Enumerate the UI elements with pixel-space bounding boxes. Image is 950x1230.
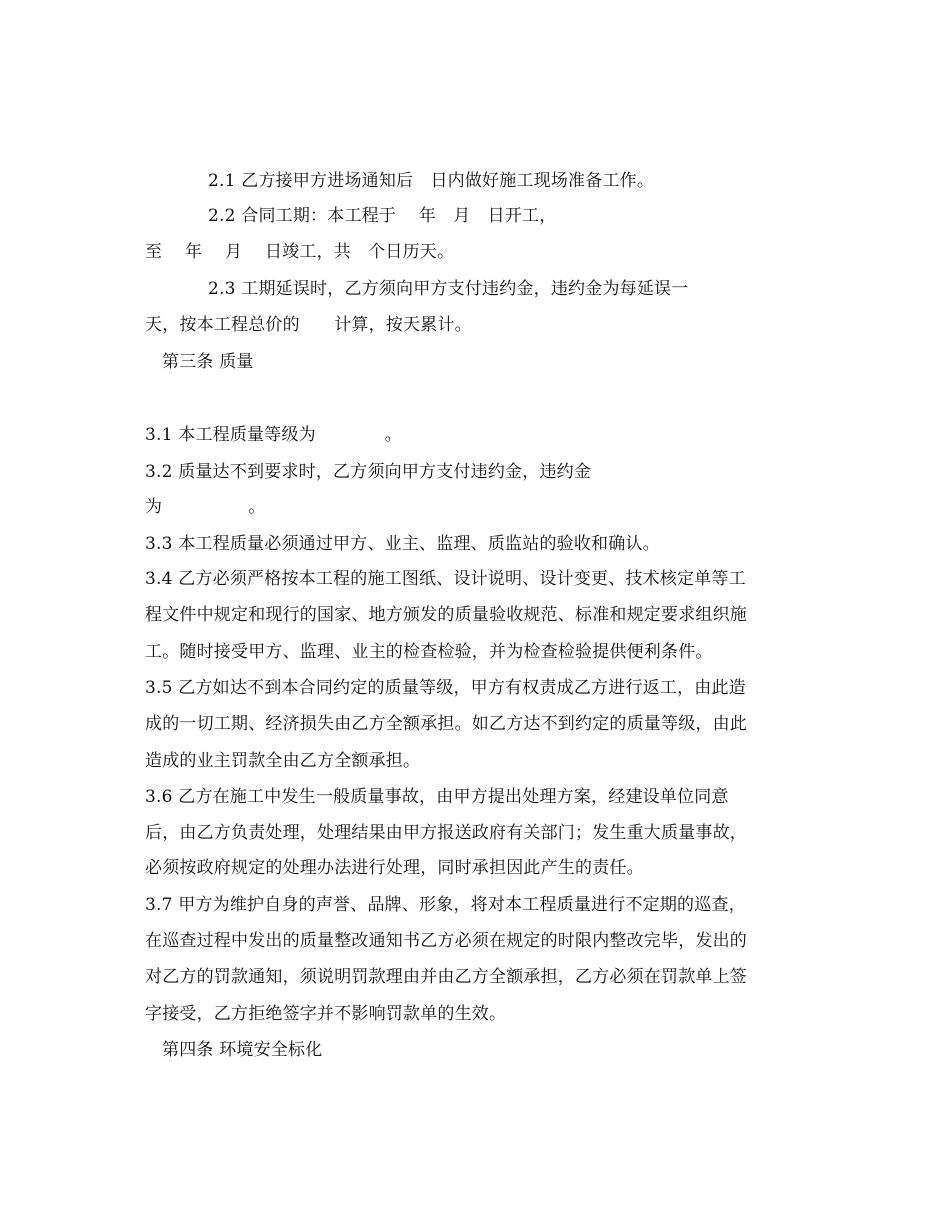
- clause-3-2-line-2: 为 。: [145, 497, 266, 517]
- clause-2-3-line-2: 天，按本工程总价的 计算，按天累计。: [145, 315, 472, 335]
- clause-3-7-line-4: 字接受，乙方拒绝签字并不影响罚款单的生效。: [145, 1004, 507, 1024]
- clause-3-7-line-3: 对乙方的罚款通知，须说明罚款理由并由乙方全额承担，乙方必须在罚款单上签: [145, 967, 747, 987]
- clause-3-7-line-2: 在巡查过程中发出的质量整改通知书乙方必须在规定的时限内整改完毕，发出的: [145, 931, 747, 951]
- clause-3-6-line-1: 3.6 乙方在施工中发生一般质量事故，由甲方提出处理方案，经建设单位同意: [145, 787, 729, 807]
- clause-3-5-line-1: 3.5 乙方如达不到本合同约定的质量等级，甲方有权责成乙方进行返工，由此造: [145, 678, 746, 698]
- clause-2-2-line-1: 2.2 合同工期：本工程于 年 月 日开工，: [208, 206, 557, 226]
- clause-3-1: 3.1 本工程质量等级为 。: [145, 425, 402, 445]
- clause-3-4-line-2: 程文件中规定和现行的国家、地方颁发的质量验收规范、标准和规定要求组织施: [145, 605, 747, 625]
- clause-3-6-line-3: 必须按政府规定的处理办法进行处理，同时承担因此产生的责任。: [145, 858, 644, 878]
- clause-3-6-line-2: 后，由乙方负责处理，处理结果由甲方报送政府有关部门；发生重大质量事故，: [145, 823, 747, 843]
- section-heading-article-4: 第四条 环境安全标化: [162, 1040, 323, 1060]
- clause-3-2-line-1: 3.2 质量达不到要求时，乙方须向甲方支付违约金，违约金: [145, 462, 592, 482]
- clause-2-1: 2.1 乙方接甲方进场通知后 日内做好施工现场准备工作。: [208, 171, 655, 191]
- clause-3-3: 3.3 本工程质量必须通过甲方、业主、监理、质监站的验收和确认。: [145, 534, 660, 554]
- clause-3-4-line-3: 工。随时接受甲方、监理、业主的检查检验，并为检查检验提供便利条件。: [145, 642, 713, 662]
- clause-2-3-line-1: 2.3 工期延误时，乙方须向甲方支付违约金，违约金为每延误一: [208, 279, 689, 299]
- clause-3-4-line-1: 3.4 乙方必须严格按本工程的施工图纸、设计说明、设计变更、技术核定单等工: [145, 569, 746, 589]
- clause-3-7-line-1: 3.7 甲方为维护自身的声誉、品牌、形象，将对本工程质量进行不定期的巡查，: [145, 895, 746, 915]
- clause-2-2-line-2: 至 年 月 日竣工，共 个日历天。: [145, 242, 455, 262]
- clause-3-5-line-2: 成的一切工期、经济损失由乙方全额承担。如乙方达不到约定的质量等级，由此: [145, 714, 747, 734]
- section-heading-article-3: 第三条 质量: [162, 352, 254, 372]
- clause-3-5-line-3: 造成的业主罚款全由乙方全额承担。: [145, 751, 421, 771]
